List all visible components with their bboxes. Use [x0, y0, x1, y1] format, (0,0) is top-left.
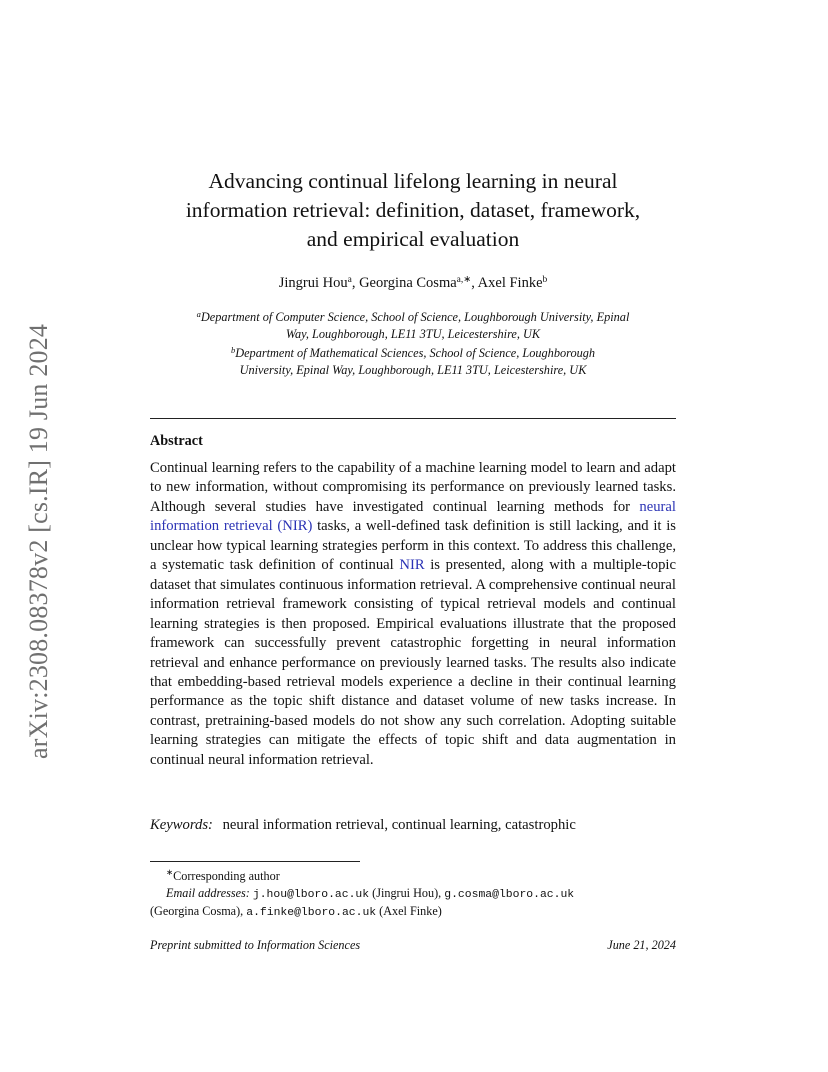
- email-label: Email addresses:: [166, 885, 250, 900]
- author-affil-mark: b: [542, 275, 548, 285]
- keywords-label: Keywords:: [150, 817, 213, 833]
- email-address[interactable]: j.hou@lboro.ac.uk: [252, 888, 370, 901]
- header-rule: [150, 418, 676, 419]
- paper-title: [150, 167, 676, 254]
- affiliation-line: Way, Loughborough, LE11 3TU, Leicestershire, UK: [285, 326, 541, 341]
- title-line: and empirical evaluation: [306, 227, 520, 251]
- title-line: information retrieval: definition, dataset, framework,: [185, 198, 641, 222]
- footer-date: June 21, 2024: [607, 938, 676, 952]
- abstract-text-part: is presented, along with a multiple-topic dataset that simulates continuous information retrieval. A comprehensive continual neural information retrieval framework consisting of typical retrieval models and continual learning strategies is then proposed. Empirical evaluations illustrate that the proposed framework can successfully prevent catastrophic forgetting in neural information retrieval and enhance performance on previously learned tasks. The results also indicate that embedding-based retrieval models experience a decline in their continual learning performance as the topic shift distance and dataset volume of new tasks increase. In contrast, pretraining-based models do not show any such correlation. Adopting suitable learning strategies can mitigate the effects of topic shift and data augmentation in continual neural information retrieval.: [150, 557, 676, 768]
- affiliation-line: University, Epinal Way, Loughborough, LE11 3TU, Leicestershire, UK: [239, 362, 587, 377]
- abstract-heading: Abstract: [150, 433, 203, 449]
- affiliation: [150, 342, 676, 378]
- affiliation-mark: a: [196, 309, 201, 319]
- arxiv-id: arXiv:2308.08378v2 [cs.IR] 19 Jun 2024: [24, 323, 53, 759]
- abstract-text: [150, 459, 676, 770]
- affiliation-line: Department of Computer Science, School of Science, Loughborough University, Epinal: [200, 310, 630, 324]
- nir-acronym-link[interactable]: neural information retrieval (NIR): [150, 498, 676, 535]
- footer-submission-note: Preprint submitted to Information Sciences: [150, 938, 361, 952]
- footnote-marker: ∗: [166, 867, 174, 877]
- author-name: Jingrui Hou: [278, 275, 348, 291]
- keywords: [150, 817, 676, 834]
- affiliation: [150, 306, 676, 342]
- author-name: Georgina Cosma: [359, 275, 457, 291]
- nir-acronym-link[interactable]: NIR: [399, 557, 425, 574]
- abstract-text-part: Continual learning refers to the capability of a machine learning model to learn and adapt to new information, without compromising its performance on previously learned tasks. Although several studies have investigated continual learning methods for: [150, 460, 676, 515]
- footnote: [150, 864, 676, 922]
- author-list: Jingrui Hou$^a$, Georgina Cosma$^{a,∗}$, Axel Finke$^b$: [278, 275, 548, 291]
- affiliation-line: Department of Mathematical Sciences, School of Science, Loughborough: [235, 346, 596, 360]
- author-affil-mark: a: [347, 275, 352, 285]
- email-owner: (Georgina Cosma),: [150, 904, 244, 919]
- author-name: Axel Finke: [477, 275, 543, 291]
- page-footer: [150, 938, 676, 953]
- email-owner: (Axel Finke): [379, 904, 442, 919]
- abstract-text-part: tasks, a well-defined task definition is still lacking, and it is unclear how typical learning strategies perform in this context. To address this challenge, a systematic task definition of continual: [150, 518, 676, 574]
- email-address[interactable]: g.cosma@lboro.ac.uk: [444, 888, 575, 901]
- author-affil-mark: a,∗: [456, 275, 472, 285]
- affiliations: [150, 306, 676, 378]
- title-line: Advancing continual lifelong learning in neural: [208, 169, 618, 193]
- arxiv-stamp: [24, 299, 54, 759]
- footnote-rule: [150, 861, 360, 862]
- email-owner: (Jingrui Hou),: [372, 885, 442, 900]
- corresponding-author-note: Corresponding author: [173, 869, 280, 884]
- email-address[interactable]: a.finke@lboro.ac.uk: [246, 907, 377, 920]
- keywords-text: neural information retrieval, continual learning, catastrophic: [222, 817, 576, 833]
- affiliation-mark: b: [230, 345, 236, 355]
